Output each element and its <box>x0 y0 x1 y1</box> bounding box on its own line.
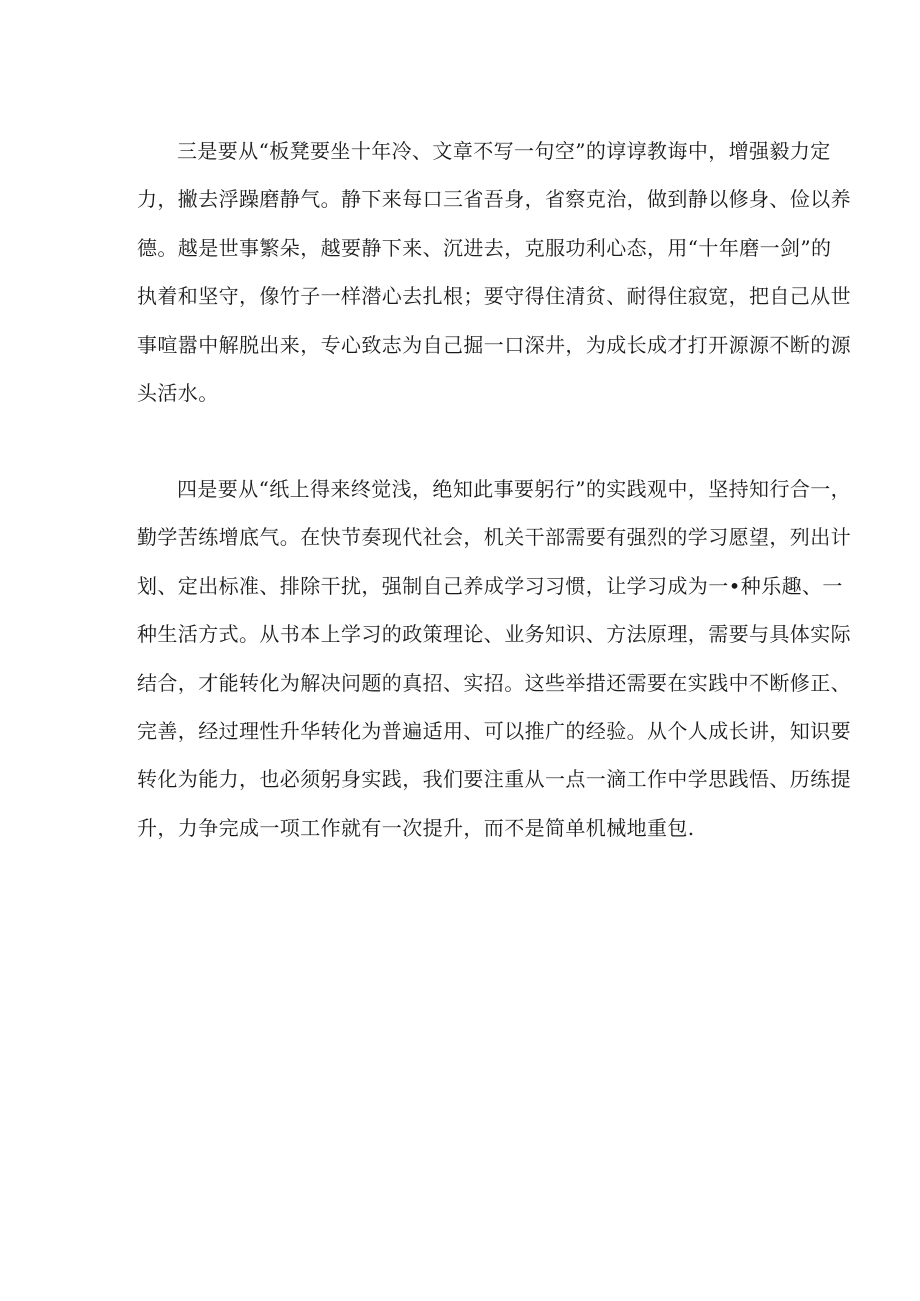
paragraph-line: 执着和坚守，像竹子一样潜心去扎根；要守得住清贫、耐得住寂宽，把自己从世 <box>137 284 851 309</box>
paragraph-3 <box>137 127 851 417</box>
paragraph-line: 德。越是世事繁朵，越要静下来、沉进去，克服功利心态，用“十年磨一剑”的 <box>137 235 832 260</box>
paragraph-line: 划、定出标准、排除干扰，强制自己养成学习习惯，让学习成为一•种乐趣、一 <box>137 573 843 598</box>
paragraph-line: 勤学苦练增底气。在快节奏现代社会，机关干部需要有强烈的学习愿望，列出计 <box>137 525 851 550</box>
paragraph-line: 转化为能力，也必须躬身实践，我们要注重从一点一滴工作中学思践悟、历练提 <box>137 767 851 792</box>
paragraph-line: 升，力争完成一项工作就有一次提升，而不是简单机械地重包. <box>137 815 695 840</box>
paragraph-line: 三是要从“板凳要坐十年冷、文章不写一句空”的谆谆教诲中，增强毅力定 <box>177 139 831 163</box>
paragraph-line: 力，撇去浮躁磨静气。静下来每口三省吾身，省察克治，做到静以修身、俭以养 <box>137 187 851 212</box>
paragraph-line: 头活水。 <box>137 380 219 405</box>
paragraph-4 <box>137 465 852 852</box>
paragraph-line: 结合，才能转化为解决问题的真招、实招。这些举措还需要在实践中不断修正、 <box>137 670 851 695</box>
paragraph-line: 种生活方式。从书本上学习的政策理论、业务知识、方法原理，需要与具体实际 <box>137 622 851 647</box>
paragraph-line: 完善，经过理性升华转化为普遍适用、可以推广的经验。从个人成长讲，知识要 <box>137 718 851 743</box>
paragraph-line: 四是要从“纸上得来终觉浅，绝知此事要躬行”的实践观中，坚持知行合一， <box>177 477 852 501</box>
paragraph-line: 事喧嚣中解脱出来，专心致志为自己掘一口深井，为成长成才打开源源不断的源 <box>137 332 851 357</box>
